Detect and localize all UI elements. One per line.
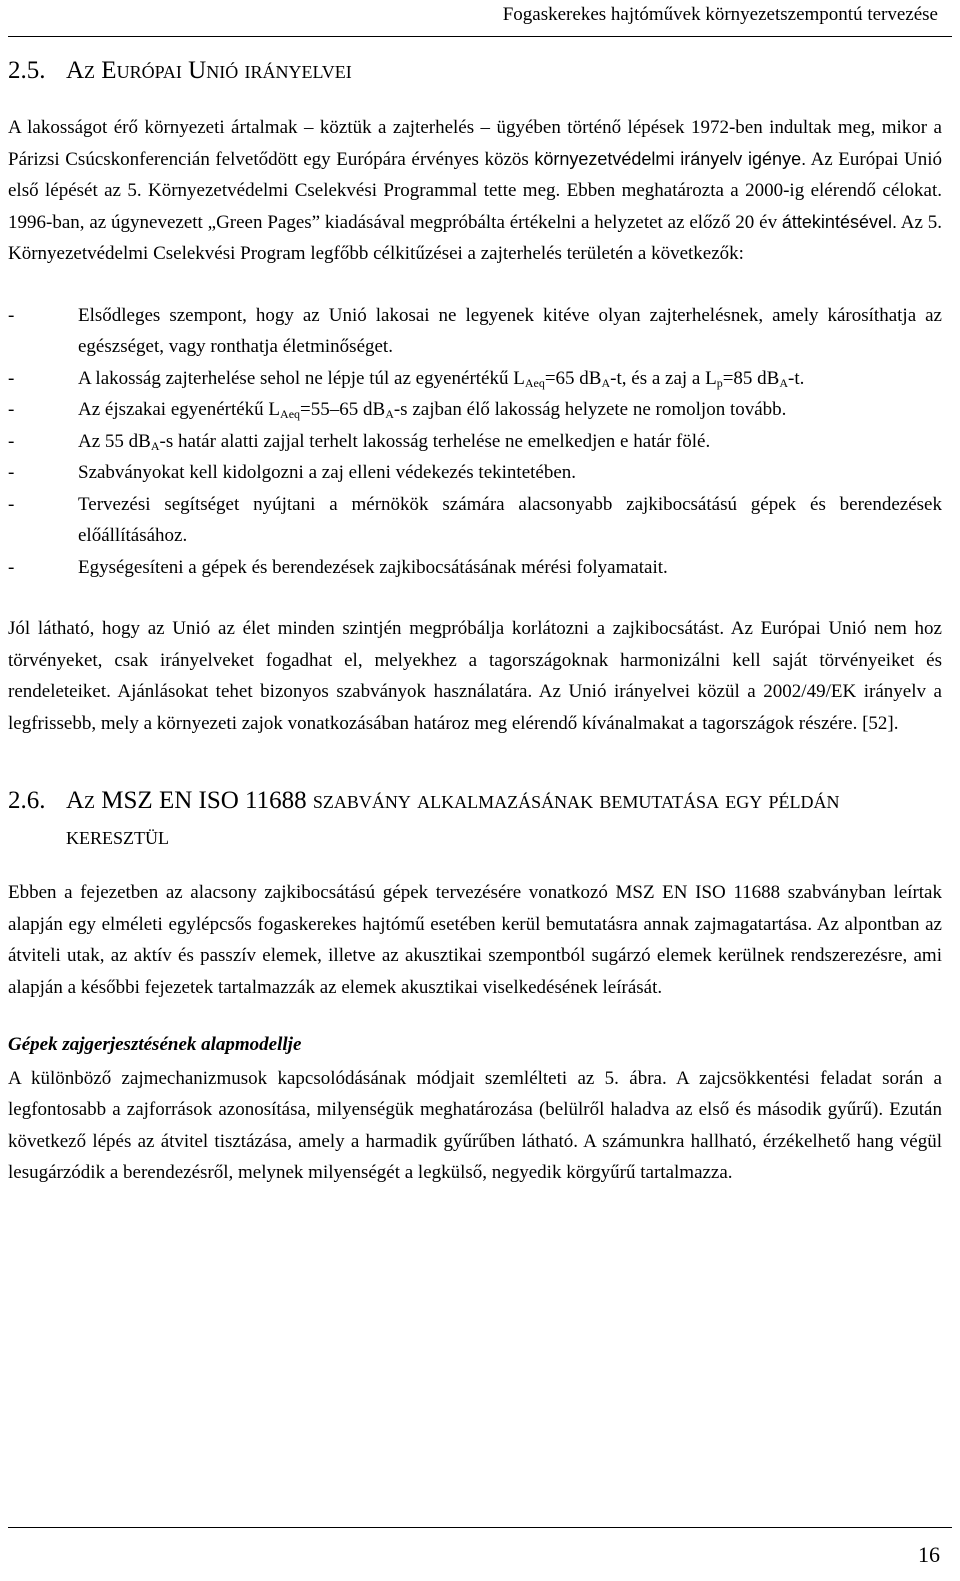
text-run: Az Európai Unió első lépését az 5. Környezetvédelmi Cselekvési Programmal tette meg. Ebben meghatározta a 2000-ig elérendő célokat. 1996-ban, az úgynevezett „Green Pages” kiadásával megpróbálta értékelni a helyzetet az előző 20 év — [8, 148, 942, 233]
text-run: Az 55 dB — [78, 430, 151, 452]
list-item-text: Egységesíteni a gépek és berendezések zajkibocsátásának mérési folyamatait. — [78, 556, 668, 578]
paragraph: Ebben a fejezetben az alacsony zajkibocsátású gépek tervezésére vonatkozó MSZ EN ISO 11688 szabványban leírtak alapján egy elméleti egylépcsős fogaskerekes hajtómű esetében kerül bemutatásra annak zajmagatartása. Az alpontban az átviteli utak, az aktív és passzív elemek, illetve az akusztikai szempontból sugárzó elemek kerülnek rendszerezésre, ami alapján a későbbi fejezetek tartalmazzák az elemek akusztikai viselkedésének leírását. — [8, 882, 942, 998]
list-item — [8, 300, 942, 363]
subscript: Aeq — [280, 407, 301, 421]
list-dash: - — [8, 304, 15, 326]
list-item — [8, 394, 942, 426]
page-number: 16 — [918, 1542, 940, 1567]
section-title: Az MSZ EN ISO 11688 szabvány alkalmazásának bemutatása egy példán keresztül — [66, 787, 840, 850]
text-run: környezetvédelmi irányelv igénye. — [534, 148, 807, 169]
list-item — [8, 426, 942, 458]
list-dash: - — [8, 493, 15, 515]
section-heading-2-5 — [8, 56, 942, 86]
text-run: -t, és a zaj a L — [610, 367, 717, 389]
paragraph: Jól látható, hogy az Unió az élet minden szintjén megpróbálja korlátozni a zajkibocsátást. Az Európai Unió nem hoz törvényeket, csak irányelveket fogadhat el, melyekhez a tagországoknak harmonizálni kell saját törvényeiket és rendeleteiket. Ajánlásokat tehet bizonyos szabványok használatára. Az Unió irányelvei közül a 2002/49/EK irányelv a legfrissebb, mely a környezeti zajok vonatkozásában határoz meg elérendő kívánalmakat a tagországok részére. [52]. — [8, 618, 942, 734]
text-run: =55‒65 dB — [300, 399, 386, 420]
subscript: A — [779, 375, 789, 390]
section-number: 2.6. — [8, 787, 46, 814]
section-heading-2-6 — [8, 783, 942, 855]
footer-divider — [8, 1527, 952, 1528]
text-run: Az 5. Környezetvédelmi Cselekvési Program legfőbb célkitűzései a zajterhelés területén a következők: — [8, 211, 942, 264]
text-run: Az éjszakai egyenértékű L — [78, 399, 281, 420]
running-title: Fogaskerekes hajtóművek környezetszempontú tervezése — [502, 4, 938, 25]
list-item-text: Tervezési segítséget nyújtani a mérnökök számára alacsonyabb zajkibocsátású gépek és berendezések előállításához. — [78, 493, 942, 546]
list-dash: - — [8, 367, 15, 389]
text-run: -t. — [788, 367, 805, 389]
goals-list — [8, 300, 942, 584]
list-dash: - — [8, 430, 15, 452]
list-dash: - — [8, 399, 15, 420]
paragraph — [8, 112, 942, 270]
subscript: A — [601, 375, 611, 390]
text-run: =65 dB — [544, 367, 602, 389]
list-item-text: Elsődleges szempont, hogy az Unió lakosai ne legyenek kitéve olyan zajterhelésnek, amely károsíthatja az egészséget, vagy ronthatja életminőséget. — [78, 304, 942, 357]
list-dash: - — [8, 462, 15, 483]
subscript: p — [716, 375, 723, 390]
text-run: A lakosságot érő környezeti ártalmak ‒ köztük a zajterhelés ‒ ügyében történő lépések 1972-ben indultak meg, mikor a Párizsi Csúcskonferencián felvetődött egy Európára érvényes közös — [8, 117, 942, 170]
page-body — [8, 40, 942, 1189]
list-item — [8, 363, 942, 395]
list-item — [8, 489, 942, 552]
list-item-text: Szabványokat kell kidolgozni a zaj elleni védekezés tekintetében. — [78, 462, 577, 483]
text-run: A lakosság zajterhelése sehol ne lépje túl az egyenértékű L — [78, 367, 525, 389]
page-header — [8, 0, 952, 37]
list-item — [8, 552, 942, 584]
list-dash: - — [8, 556, 15, 578]
subscript: Aeq — [524, 375, 545, 390]
section-title: Az Európai Unió irányelvei — [66, 57, 352, 84]
text-run: -s határ alatti zajjal terhelt lakosság terhelése ne emelkedjen e határ fölé. — [159, 430, 711, 452]
list-item — [8, 457, 942, 489]
subscript: A — [150, 438, 160, 453]
section-number: 2.5. — [8, 57, 46, 84]
subscript: A — [385, 407, 394, 421]
text-run: áttekintésével. — [781, 211, 897, 232]
paragraph: A különböző zajmechanizmusok kapcsolódásának módjait szemlélteti az 5. ábra. A zajcsökkentési feladat során a legfontosabb a zajforrások azonosítása, milyenségük meghatározása (belülről haladva az első és második gyűrű). Ezután következő lépés az átvitel tisztázása, amely a harmadik gyűrűben látható. A számunkra hallható, érzékelhető hang végül lesugárzódik a berendezésről, melynek milyenségét a legkülső, negyedik körgyűrű tartalmazza. — [8, 1067, 942, 1183]
subheading: Gépek zajgerjesztésének alapmodellje — [8, 1034, 302, 1055]
text-run: =85 dB — [722, 367, 780, 389]
text-run: -s zajban élő lakosság helyzete ne romoljon tovább. — [393, 399, 787, 420]
